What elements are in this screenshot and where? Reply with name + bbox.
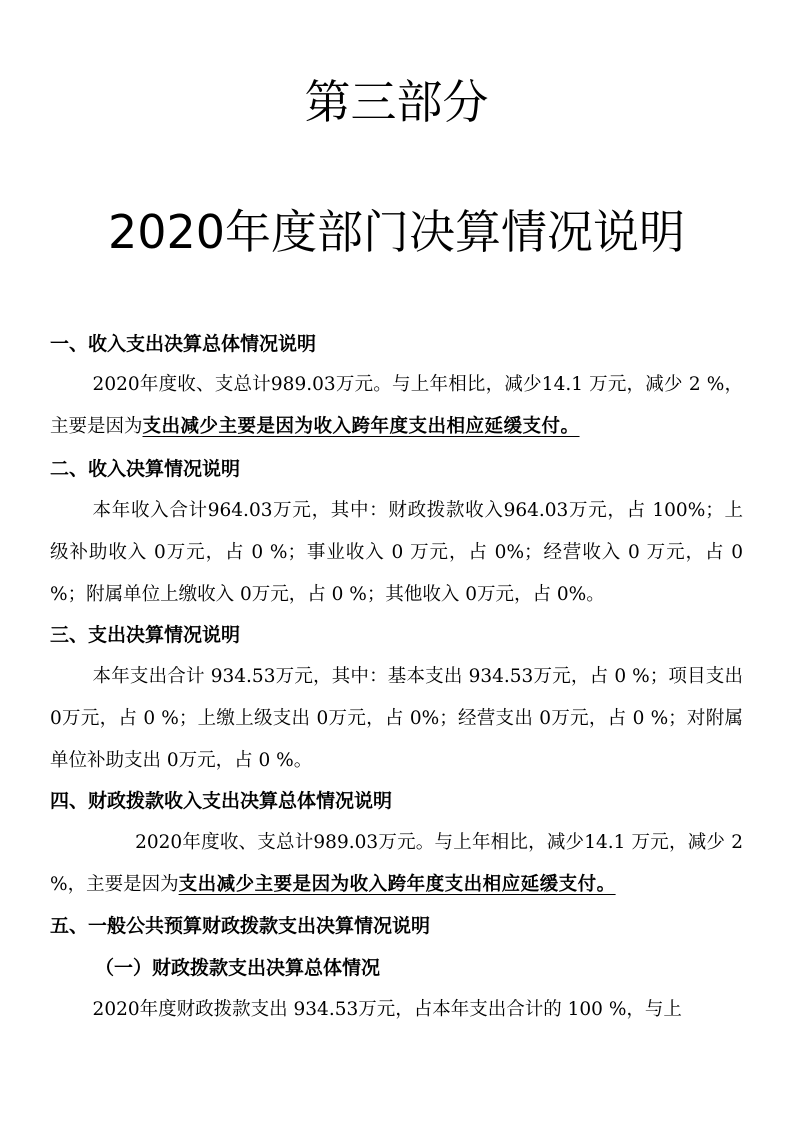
section-heading-2: 二、收入决算情况说明 (50, 458, 241, 480)
main-title: 2020年度部门决算情况说明 (107, 205, 686, 259)
section-heading-1: 一、收入支出决算总体情况说明 (50, 333, 317, 355)
section-paragraph-3 (50, 656, 743, 782)
paragraph-text: 2020年度收、支总计989.03万元。与上年相比，减少14.1 万元，减少 2 %，主要是因为 (50, 832, 743, 895)
section-heading-5: 五、一般公共预算财政拨款支出决算情况说明 (50, 915, 431, 937)
section-paragraph-4 (50, 822, 743, 906)
paragraph-text: 本年支出合计 934.53万元，其中：基本支出 934.53万元，占 0 %；项目支出 0万元，占 0 %；上缴上级支出 0万元，占 0%；经营支出 0万元，占 0 %；对附属单位补助支出 0万元，占 0 %。 (50, 666, 743, 771)
section-heading-3: 三、支出决算情况说明 (50, 624, 241, 646)
paragraph-text: 2020年度收、支总计989.03万元。与上年相比，减少14.1 万元，减少 2 %，主要是因为 (50, 374, 743, 437)
part-title: 第三部分 (304, 75, 489, 129)
section-paragraph-1 (50, 364, 743, 448)
underlined-reason: 支出减少主要是因为收入跨年度支出相应延缓支付。 (178, 874, 616, 895)
paragraph-text: 2020年度财政拨款支出 934.53万元，占本年支出合计的 100 %，与上 (92, 999, 682, 1020)
paragraph-text: 本年收入合计964.03万元，其中：财政拨款收入964.03万元，占 100%；上级补助收入 0万元，占 0 %；事业收入 0 万元，占 0%；经营收入 0 万元，占 0 %；附属单位上缴收入 0万元，占 0 %；其他收入 0万元，占 0%。 (50, 500, 743, 605)
subsection-heading-5-1: （一）财政拨款支出决算总体情况 (95, 957, 381, 979)
underlined-reason: 支出减少主要是因为收入跨年度支出相应延缓支付。 (142, 416, 580, 437)
section-heading-4: 四、财政拨款收入支出决算总体情况说明 (50, 790, 393, 812)
section-paragraph-2 (50, 490, 743, 616)
section-paragraph-5 (50, 989, 743, 1031)
